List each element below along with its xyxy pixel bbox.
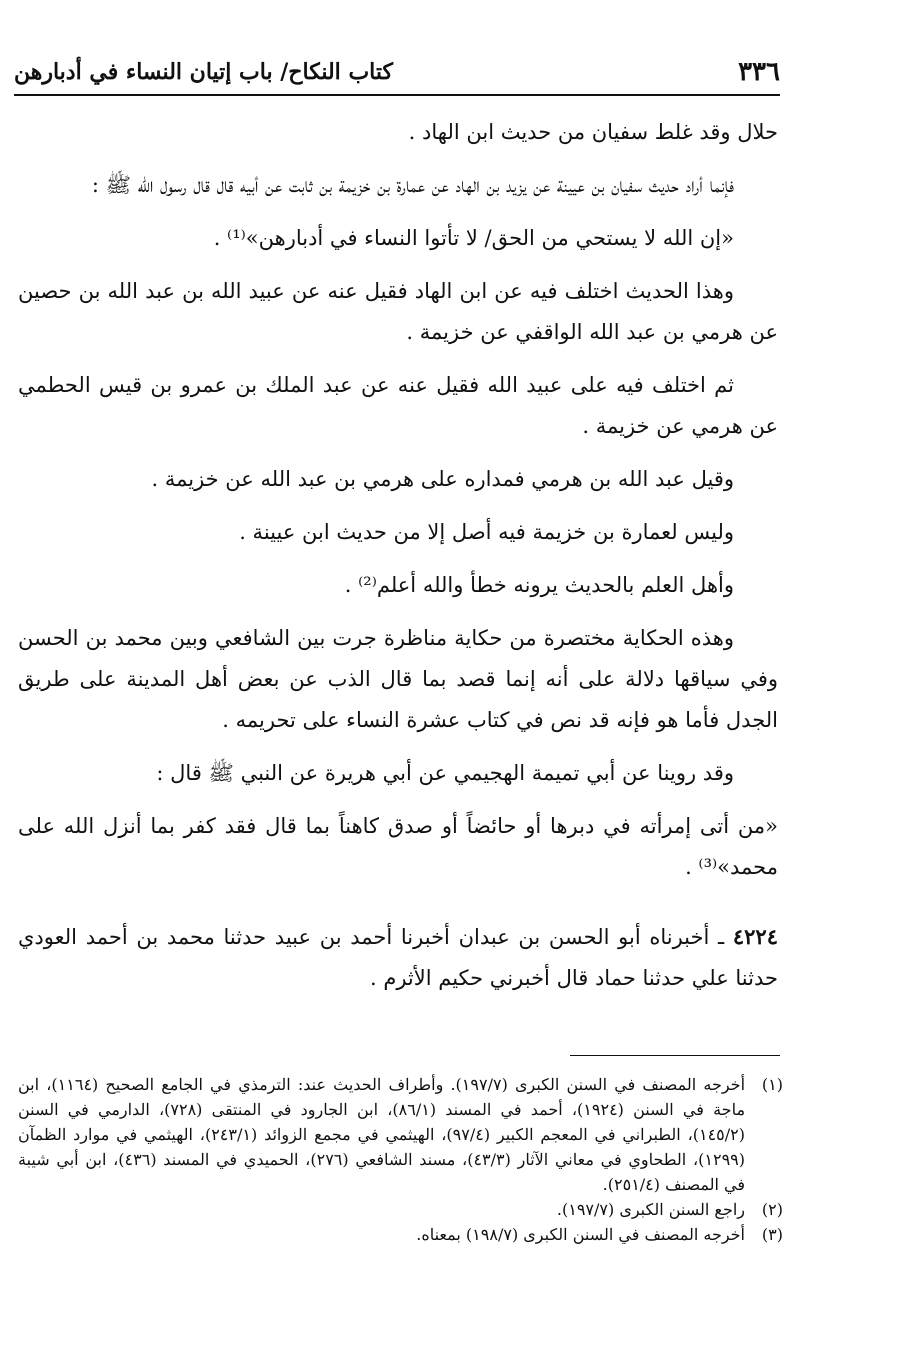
footnote [18, 1072, 783, 1197]
footnote-text: أخرجه المصنف في السنن الكبرى (١٩٨/٧) بمعناه. [416, 1225, 745, 1244]
paragraph: ثم اختلف فيه على عبيد الله فقيل عنه عن عبد الملك بن عمرو بن قيس الحطمي عن هرمي عن خزيمة . [18, 373, 778, 438]
hadith-number: ٤٢٢٤ [732, 924, 778, 949]
running-header [14, 52, 780, 92]
header-rule [14, 94, 780, 96]
main-text [18, 112, 778, 1011]
footnote [18, 1222, 783, 1247]
hadith-quote: «من أتى إمرأته في دبرها أو حائضاً أو صدق كاهناً بما قال فقد كفر بما أنزل الله على محمد»⁽³⁾ . [18, 814, 778, 879]
footnote-text: راجع السنن الكبرى (١٩٧/٧). [556, 1200, 745, 1219]
footnote [18, 1197, 783, 1222]
footnote-mark: (٢) [761, 1200, 783, 1219]
hadith-entry [18, 916, 778, 999]
paragraph: وهذا الحديث اختلف فيه عن ابن الهاد فقيل عنه عن عبيد الله بن عبد الله بن حصين عن هرمي بن عبد الله الواقفي عن خزيمة . [18, 279, 778, 344]
paragraph: وليس لعمارة بن خزيمة فيه أصل إلا من حديث ابن عيينة . [239, 520, 734, 544]
footnote-mark: (١) [761, 1075, 783, 1094]
footnote-text: أخرجه المصنف في السنن الكبرى (١٩٧/٧). وأطراف الحديث عند: الترمذي في الجامع الصحيح (١١٦٤)، ابن ماجة في السنن (١٩٢٤)، أحمد في المسند (٨٦/١)، ابن الجارود في المنتقى (٧٢٨)، الدارمي في السنن (١٤٥/٢)، الطبراني في المعجم الكبير (٩٧/٤)، الهيثمي في مجمع الزوائد (٢٤٣/١)، الهيثمي في موارد الظمآن (١٢٩٩)، الطحاوي في معاني الآثار (٤٣/٣)، مسند الشافعي (٢٧٦)، الحميدي في المسند (٤٣٦)، ابن أبي شيبة في المصنف (٢٥١/٤). [18, 1075, 746, 1194]
page-number: ٣٣٦ [738, 57, 780, 87]
hadith-text: ـ أخبرناه أبو الحسن بن عبدان أخبرنا أحمد بن عبيد حدثنا محمد بن أحمد العودي حدثنا علي حدثنا حماد قال أخبرني حكيم الأثرم . [18, 925, 778, 990]
footnotes [18, 1072, 783, 1247]
paragraph: وأهل العلم بالحديث يرونه خطأ والله أعلم⁽²⁾ . [344, 573, 734, 597]
footnote-rule [570, 1055, 780, 1056]
paragraph: فإنما أراد حديث سفيان بن عيينة عن يزيد بن الهاد عن عمارة بن خزيمة بن ثابت عن أبيه قال قال رسول الله ﷺ : [91, 173, 734, 197]
paragraph: وهذه الحكاية مختصرة من حكاية مناظرة جرت بين الشافعي وبين محمد بن الحسن وفي سياقها دلالة على أنه إنما قصد بما قال الذب عن بعض أهل المدينة على طريق الجدل فأما هو فإنه قد نص في كتاب عشرة النساء على تحريمه . [18, 626, 778, 732]
chapter-title: كتاب النكاح/ باب إتيان النساء في أدبارهن [14, 59, 393, 85]
hadith-quote: «إن الله لا يستحي من الحق/ لا تأتوا النساء في أدبارهن»⁽¹⁾ . [213, 226, 734, 250]
paragraph: وقيل عبد الله بن هرمي فمداره على هرمي بن عبد الله عن خزيمة . [151, 467, 734, 491]
paragraph: وقد روينا عن أبي تميمة الهجيمي عن أبي هريرة عن النبي ﷺ قال : [156, 761, 734, 785]
paragraph: حلال وقد غلط سفيان من حديث ابن الهاد . [408, 120, 778, 144]
footnote-mark: (٣) [761, 1225, 783, 1244]
